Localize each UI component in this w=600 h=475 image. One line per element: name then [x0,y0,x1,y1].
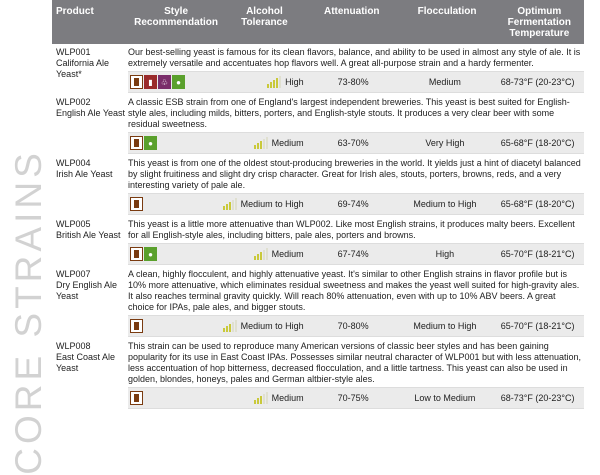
alcohol-tolerance [205,248,308,260]
strain-body [128,155,584,216]
alcohol-bar [232,322,234,332]
strain-description: A clean, highly flocculent, and highly attenuative yeast. It's similar to other English strains in flavor profile but is 10% more attenuative, which eliminates residual sweetness and makes the yeast well suited for high-gravity ales. It also reaches terminal gravity quickly. Will reach 80% attenuation, even with up to 10% ABV beers. A great choice for IPAs, pale ales, and bigger stouts. [128,269,580,312]
alcohol-label: High [285,77,304,87]
glass-icon [130,136,143,150]
flocculation-value: Medium to High [413,321,477,331]
strain-body [128,216,584,266]
alcohol-level-bars [223,320,237,332]
alcohol-bar [223,328,225,332]
alcohol-bar [257,254,259,260]
strain-product [52,216,128,266]
alcohol-bar [229,324,231,332]
attenuation-value: 67-74% [337,249,369,259]
flocculation-value: Medium [428,77,461,87]
temperature-value: 68-73°F (20-23°C) [500,393,575,403]
alcohol-level-bars [254,392,268,404]
strain-product [52,44,128,94]
header-attenuation: Attenuation [323,6,380,17]
alcohol-level-bars [254,248,268,260]
sidebar [0,0,50,475]
flocculation-value: Medium to High [413,199,477,209]
alcohol-label: Medium [271,393,304,403]
alcohol-label: Medium [271,249,304,259]
glass-icon [130,319,143,333]
attenuation-value: 70-75% [337,393,369,403]
alcohol-bar [263,394,265,404]
strain-name: English Ale Yeast [56,108,126,118]
strain-stats [128,315,584,337]
header-alcohol: Alcohol Tolerance [241,6,288,28]
header-style: Style Recommendation [134,6,219,28]
apple-icon: ● [172,75,185,89]
strain-code: WLP001 [56,47,91,57]
alcohol-bar [235,198,237,210]
alcohol-bar [254,400,256,404]
strain-entry [52,94,584,155]
style-icons [128,197,205,211]
alcohol-bar [229,202,231,210]
strain-stats [128,243,584,265]
alcohol-bar [266,248,268,260]
strain-name: California Ale Yeast* [56,58,110,79]
alcohol-bar [260,141,262,149]
flocculation-value: Low to Medium [414,393,476,403]
strain-entry [52,155,584,216]
alcohol-bar [273,80,275,88]
alcohol-bar [263,139,265,149]
temperature-value: 65-68°F (18-20°C) [500,199,575,209]
alcohol-level-bars [223,198,237,210]
style-icons [128,319,205,333]
alcohol-bar [254,256,256,260]
strain-product [52,266,128,338]
alcohol-bar [270,82,272,88]
alcohol-bar [232,200,234,210]
style-icons [128,391,205,405]
apple-icon: ● [144,136,157,150]
strain-name: East Coast Ale Yeast [56,352,116,373]
table-header [52,0,584,44]
alcohol-bar [226,204,228,210]
alcohol-bar [279,76,281,88]
strain-product [52,155,128,216]
alcohol-bar [226,326,228,332]
alcohol-bar [254,145,256,149]
strain-description: Our best-selling yeast is famous for its clean flavors, balance, and ability to be used in almost any style of ale. It is extremely versatile and accentuates hop flavors well. A great all-purpose strain and a hardy fermenter. [128,47,581,68]
strain-entry [52,44,584,94]
glass-icon [130,391,143,405]
style-icons [128,247,205,261]
attenuation-value: 73-80% [337,77,369,87]
strain-product [52,338,128,410]
alcohol-bar [266,392,268,404]
header-flocculation: Flocculation [417,6,477,17]
style-icons [128,75,205,89]
alcohol-bar [266,137,268,149]
strain-code: WLP002 [56,97,91,107]
alcohol-label: Medium to High [240,321,304,331]
strain-description: This yeast is a little more attenuative than WLP002. Like most English strains, it produces malty beers. Excellent for all English-style ales, including bitters, pale ales, porters and browns. [128,219,575,240]
strain-body [128,266,584,338]
temperature-value: 68-73°F (20-23°C) [500,77,575,87]
temperature-value: 65-70°F (18-21°C) [500,249,575,259]
strain-body [128,44,584,94]
wine-icon: ♧ [158,75,171,89]
alcohol-tolerance [205,137,308,149]
barrel-icon: ▮ [144,75,157,89]
alcohol-level-bars [267,76,281,88]
temperature-value: 65-68°F (18-20°C) [500,138,575,148]
attenuation-value: 70-80% [337,321,369,331]
flocculation-value: High [435,249,455,259]
strain-stats [128,132,584,154]
strain-name: Dry English Ale Yeast [56,280,118,301]
strain-description: This yeast is from one of the oldest stout-producing breweries in the world. It yields just a hint of diacetyl balanced by slight fruitiness and slight dry crisp character. Great for Irish ales, stouts, porters, browns, reds, and a very interesting variety of pale ale. [128,158,581,190]
strain-entry [52,216,584,266]
strain-code: WLP004 [56,158,91,168]
header-product: Product [56,6,94,17]
attenuation-value: 69-74% [337,199,369,209]
strain-stats [128,193,584,215]
alcohol-label: Medium to High [240,199,304,209]
apple-icon: ● [144,247,157,261]
alcohol-tolerance [205,392,308,404]
strain-entry [52,338,584,410]
strain-stats [128,71,584,93]
alcohol-tolerance [205,320,308,332]
strain-body [128,94,584,155]
strain-stats [128,387,584,409]
attenuation-value: 63-70% [337,138,369,148]
alcohol-bar [260,252,262,260]
glass-icon [130,197,143,211]
alcohol-bar [260,396,262,404]
alcohol-bar [267,84,269,88]
strain-code: WLP007 [56,269,91,279]
alcohol-bar [223,206,225,210]
strain-entry [52,266,584,338]
alcohol-bar [257,398,259,404]
alcohol-bar [235,320,237,332]
flocculation-value: Very High [425,138,465,148]
strain-table [52,0,584,410]
header-temperature: Optimum Fermentation Temperature [507,6,572,39]
glass-icon [130,247,143,261]
alcohol-bar [257,143,259,149]
alcohol-bar [263,250,265,260]
strain-body [128,338,584,410]
strain-product [52,94,128,155]
alcohol-label: Medium [271,138,304,148]
alcohol-level-bars [254,137,268,149]
alcohol-tolerance [205,76,308,88]
strain-rows [52,44,584,410]
temperature-value: 65-70°F (18-21°C) [500,321,575,331]
sidebar-title: CORE STRAINS [8,149,49,475]
strain-name: British Ale Yeast [56,230,121,240]
alcohol-bar [276,78,278,88]
strain-name: Irish Ale Yeast [56,169,113,179]
strain-description: This strain can be used to reproduce many American versions of classic beer styles and has been gaining popularity for its use in East Coast IPAs. Possesses similar neutral character of WLP001 but with less attenuation, less accentuation of hop bitterness, decreased flocculation, and a little tartness. This yeast can also be used in golden, blondes, honeys, pales and German altbier-style ales. [128,341,582,384]
strain-code: WLP008 [56,341,91,351]
glass-icon [130,75,143,89]
style-icons [128,136,205,150]
strain-code: WLP005 [56,219,91,229]
strain-description: A classic ESB strain from one of England's largest independent breweries. This yeast is best suited for English-style ales, including milds, bitters, porters, and English-style stouts. It produces a very clear beer with some residual sweetness. [128,97,570,129]
alcohol-tolerance [205,198,308,210]
